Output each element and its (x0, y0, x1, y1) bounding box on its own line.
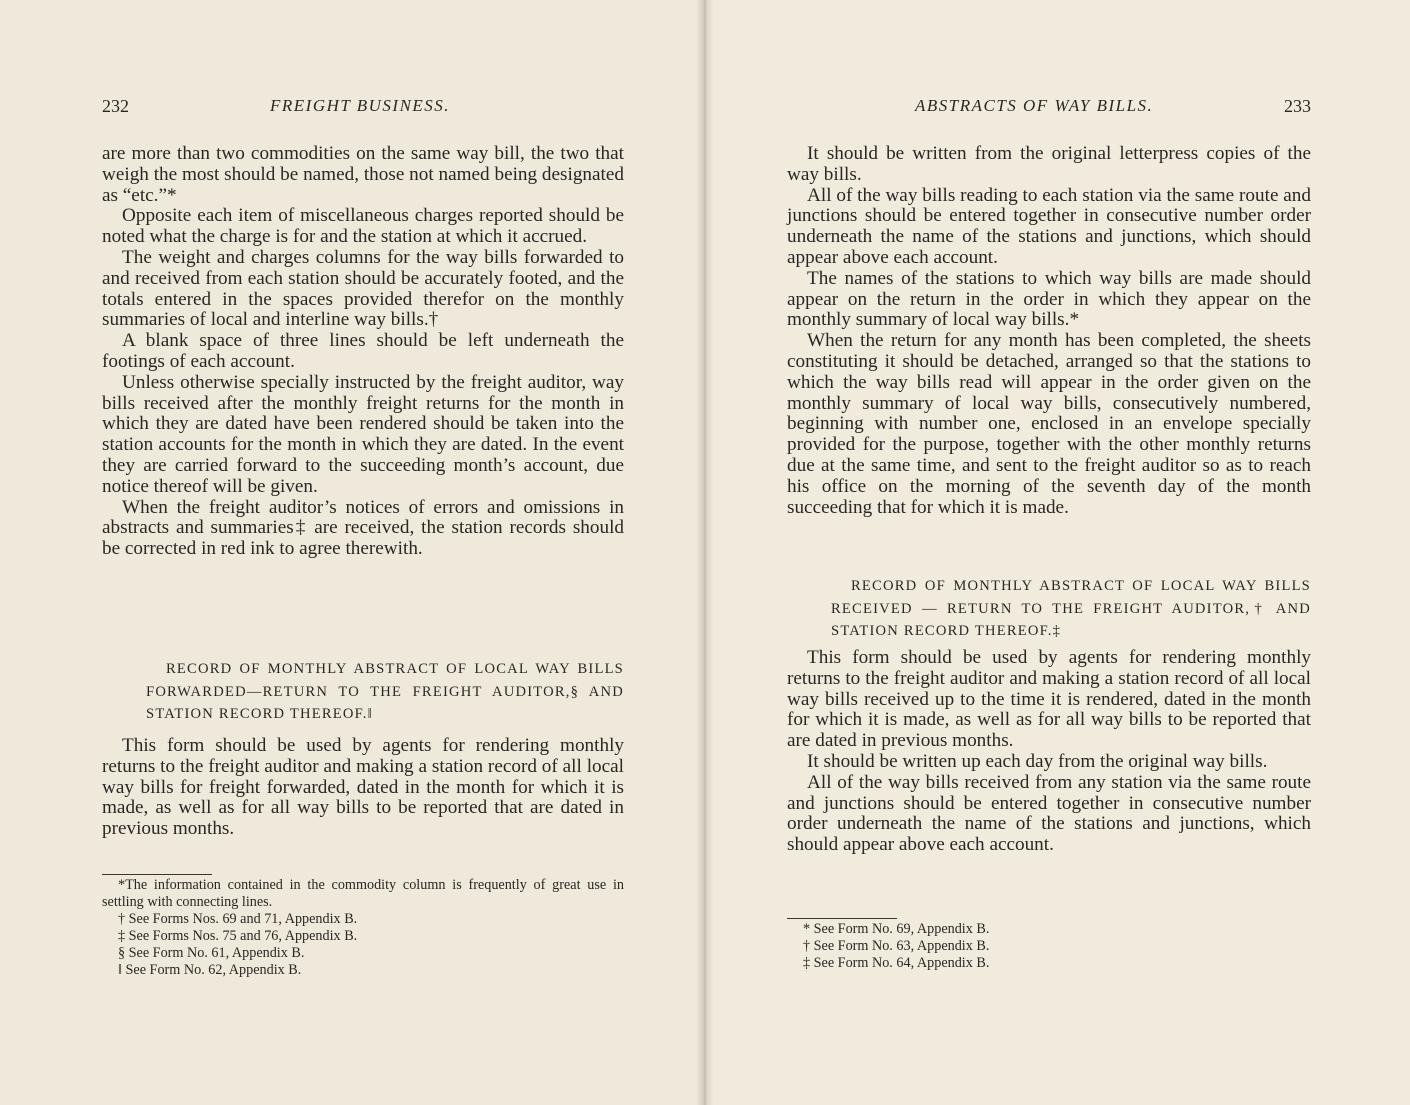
right-page (705, 0, 1410, 1105)
left-footnotes (102, 868, 624, 979)
book-gutter (696, 0, 714, 1105)
paragraph: When the return for any month has been completed, the sheets constituting it should be detached, arranged so that the stations to which the way bills read will appear in the order given on the monthly summary of local way bills, consecutively numbered, beginning with number one, enclosed in an envelope specially provided for the purpose, together with the other monthly returns due at the same time, and sent to the freight auditor so as to reach his office on the morning of the seventh day of the month succeeding that for which it is made. (787, 330, 1311, 518)
paragraph: The names of the stations to which way bills are made should appear on the return in the order in which they appear on the monthly summary of local way bills.* (787, 267, 1311, 331)
paragraph: A blank space of three lines should be left underneath the footings of each account. (102, 330, 624, 372)
running-head-title: ABSTRACTS OF WAY BILLS. (915, 96, 1154, 115)
paragraph: Opposite each item of miscellaneous charges reported should be noted what the charge is for and the station at which it accrued. (102, 205, 624, 248)
footnote-rule (102, 874, 212, 875)
left-running-header (102, 96, 626, 120)
paragraph: This form should be used by agents for rendering monthly returns to the freight auditor and making a station record of all local way bills received up to the time it is rendered, dated in the month for which it is made, as well as for all way bills to be reported that are dated in previous months. (787, 647, 1311, 752)
paragraph: It should be written up each day from the original way bills. (807, 750, 1268, 772)
left-body-text (102, 144, 624, 560)
section-heading: RECORD OF MONTHLY ABSTRACT OF LOCAL WAY BILLS FORWARDED—RETURN TO THE FREIGHT AUDITOR,§ AND STATION RECORD THEREOF.‖ (146, 661, 624, 722)
footnote: ‡ See Forms Nos. 75 and 76, Appendix B. (118, 928, 358, 944)
footnote: * See Form No. 69, Appendix B. (803, 921, 990, 937)
footnote: § See Form No. 61, Appendix B. (118, 945, 305, 961)
right-section-body (787, 648, 1311, 856)
paragraph: All of the way bills received from any station via the same route and junctions should be entered together in consecutive number order underneath the name of the stations and junctions, which should appear above each account. (787, 771, 1311, 856)
paragraph: are more than two commodities on the same way bill, the two that weigh the most should be named, those not named being designated as “etc.”* (102, 143, 624, 206)
footnote: ‖ See Form No. 62, Appendix B. (118, 962, 302, 978)
right-body-text (787, 144, 1311, 518)
footnote: † See Forms Nos. 69 and 71, Appendix B. (118, 911, 358, 927)
paragraph: It should be written from the original letterpress copies of the way bills. (787, 143, 1311, 185)
running-head-title: FREIGHT BUSINESS. (270, 96, 451, 115)
paragraph: This form should be used by agents for rendering monthly returns to the freight auditor and making a station record of all local way bills for freight forwarded, dated in the month for which it is made, as well as for all way bills to be reported that are dated in previous months. (102, 735, 624, 840)
paragraph: All of the way bills reading to each station via the same route and junctions should be entered together in consecutive number order underneath the name of the stations and junctions, which should appear above each account. (787, 184, 1311, 268)
right-running-header (787, 96, 1311, 120)
page-number: 233 (1284, 96, 1311, 116)
footnote: *The information contained in the commodity column is frequently of great use in settling with connecting lines. (102, 877, 624, 910)
paragraph: The weight and charges columns for the way bills forwarded to and received from each station should be accurately footed, and the totals entered in the spaces provided therefor on the monthly summaries of local and interline way bills.† (102, 246, 624, 331)
page-number: 232 (102, 96, 129, 116)
section-heading: RECORD OF MONTHLY ABSTRACT OF LOCAL WAY BILLS RECEIVED — RETURN TO THE FREIGHT AUDITOR,† AND STATION RECORD THEREOF.‡ (831, 578, 1311, 639)
paragraph: When the freight auditor’s notices of errors and omissions in abstracts and summaries‡ are received, the station records should be corrected in red ink to agree therewith. (102, 496, 624, 560)
left-section (102, 658, 624, 726)
right-footnotes (787, 912, 1311, 972)
paragraph: Unless otherwise specially instructed by the freight auditor, way bills received after the monthly freight returns for the month in which they are dated have been rendered should be taken into the station accounts for the month in which they are dated. In the event they are carried forward to the succeeding month’s account, due notice thereof will be given. (102, 371, 624, 497)
right-section (787, 575, 1311, 643)
footnote-rule (787, 918, 897, 919)
footnote: † See Form No. 63, Appendix B. (803, 938, 990, 954)
footnote: ‡ See Form No. 64, Appendix B. (803, 955, 990, 971)
left-section-body (102, 736, 624, 840)
